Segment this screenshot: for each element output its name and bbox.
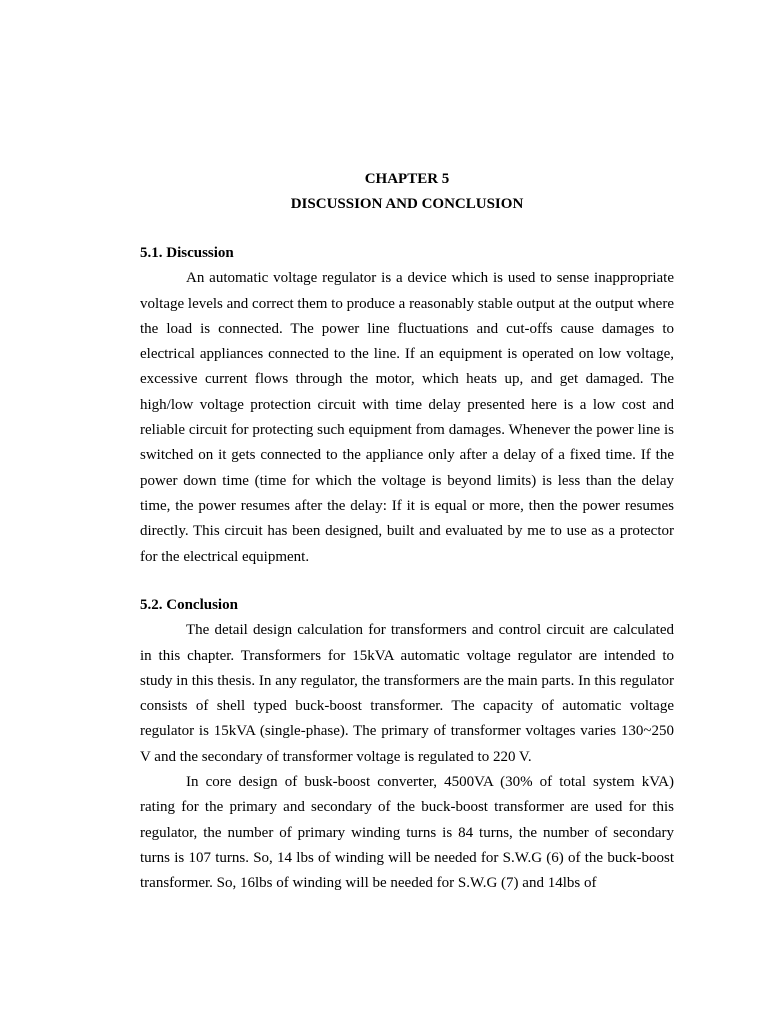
paragraph: In core design of busk-boost converter, 4500VA (30% of total system kVA) rating for the primary and secondary of the buck-boost transformer are used for this regulator, the number of primary winding turns is 84 turns, the number of secondary turns is 107 turns. So, 14 lbs of winding will be needed for S.W.G (6) of the buck-boost transformer. So, 16lbs of winding will be needed for S.W.G (7) and 14lbs of xyxy=(140,774,674,892)
section-discussion xyxy=(140,241,674,570)
paragraph: The detail design calculation for transformers and control circuit are calculated in this chapter. Transformers for 15kVA automatic voltage regulator are intended to study in this thesis. In any regulator, the transformers are the main parts. In this regulator consists of shell typed buck-boost transformer. The capacity of automatic voltage regulator is 15kVA (single-phase). The primary of transformer voltages varies 130~250 V and the secondary of transformer voltage is regulated to 220 V. xyxy=(140,622,674,765)
paragraph: An automatic voltage regulator is a device which is used to sense inappropriate voltage levels and correct them to produce a reasonably stable output at the output where the load is connected. The power line fluctuations and cut-offs cause damages to electrical appliances connected to the line. If an equipment is operated on low voltage, excessive current flows through the motor, which heats up, and get damaged. The high/low voltage protection circuit with time delay presented here is a low cost and reliable circuit for protecting such equipment from damages. Whenever the power line is switched on it gets connected to the appliance only after a delay of a fixed time. If the power down time (time for which the voltage is beyond limits) is less than the delay time, the power resumes after the delay: If it is equal or more, then the power resumes directly. This circuit has been designed, built and evaluated by me to use as a protector for the electrical equipment. xyxy=(140,270,674,565)
section-heading: 5.1. Discussion xyxy=(140,245,234,261)
section-conclusion xyxy=(140,593,674,897)
section-heading: 5.2. Conclusion xyxy=(140,597,238,613)
chapter-number: CHAPTER 5 xyxy=(364,171,450,187)
chapter-title: DISCUSSION AND CONCLUSION xyxy=(290,196,524,212)
